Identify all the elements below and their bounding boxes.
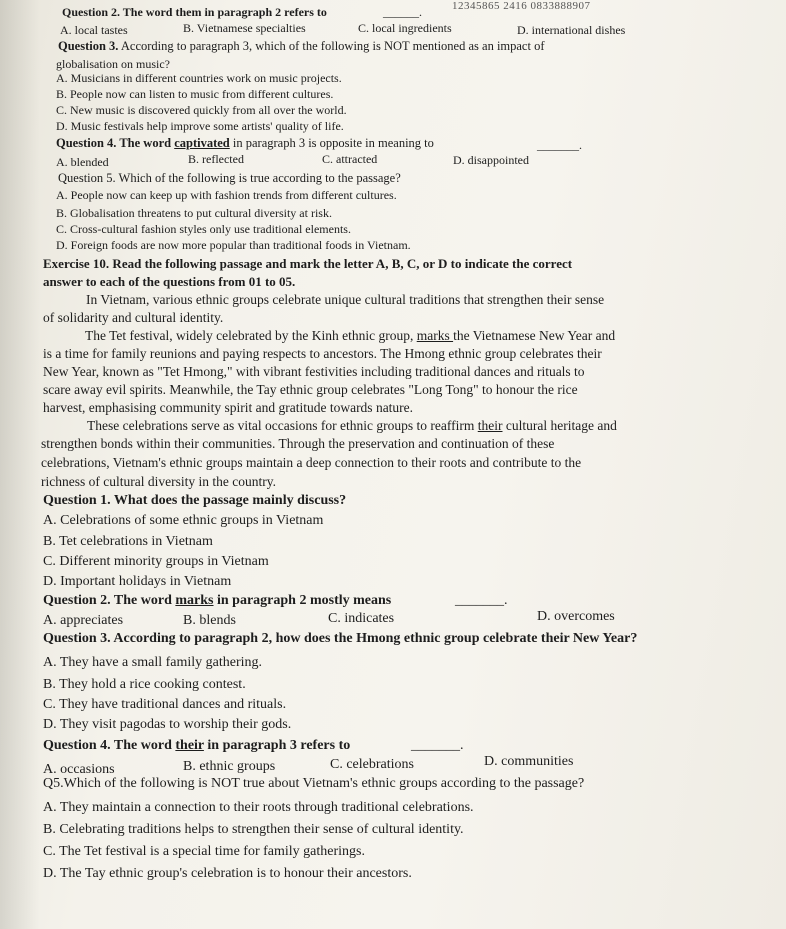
passage-p3-line4: richness of cultural diversity in the country.: [41, 474, 276, 489]
exercise-heading: Exercise 10. Read the following passage and mark the letter A, B, C, or D to indicate the correct: [43, 256, 573, 271]
prev-q3-option-a[interactable]: A. Musicians in different countries work on music projects.: [56, 71, 342, 85]
q2-stem-post: in paragraph 2 mostly means: [213, 593, 392, 608]
prev-q2-option-d[interactable]: D. international dishes: [517, 23, 626, 37]
q3-stem: Question 3. According to paragraph 2, how does the Hmong ethnic group celebrate their New Year?: [43, 631, 638, 646]
page-edge-shadow: [0, 0, 40, 929]
q5-option-b[interactable]: B. Celebrating traditions helps to strengthen their sense of cultural identity.: [43, 822, 464, 837]
q1-option-c[interactable]: C. Different minority groups in Vietnam: [43, 554, 269, 569]
passage-p2-line2: is a time for family reunions and paying respects to ancestors. The Hmong ethnic group celebrates their: [43, 346, 602, 361]
q3-option-d[interactable]: D. They visit pagodas to worship their gods.: [43, 717, 292, 732]
prev-q2-stem: Question 2. The word them in paragraph 2 refers to: [62, 5, 327, 19]
prev-q4-option-d[interactable]: D. disappointed: [453, 153, 529, 167]
q1-stem: Question 1. What does the passage mainly discuss?: [43, 493, 347, 508]
passage-p3-line2: strengthen bonds within their communities. Through the preservation and continuation of these: [41, 436, 555, 451]
passage-p2-line4: scare away evil spirits. Meanwhile, the Tay ethnic group celebrates "Long Tong" to honour the rice: [43, 382, 578, 397]
prev-q4-stem-post: in paragraph 3 is opposite in meaning to: [229, 136, 434, 150]
prev-q2-option-a[interactable]: A. local tastes: [60, 23, 128, 37]
prev-q4-option-c[interactable]: C. attracted: [322, 152, 378, 166]
q2-option-c[interactable]: C. indicates: [328, 611, 395, 626]
prev-q4-option-b[interactable]: B. reflected: [188, 152, 244, 166]
prev-q5-stem: Question 5. Which of the following is true according to the passage?: [58, 171, 401, 185]
prev-q4-stem-pre: Question 4. The word: [56, 136, 175, 150]
prev-q4-stem: [56, 137, 434, 150]
q5-option-c[interactable]: C. The Tet festival is a special time for family gatherings.: [43, 844, 365, 859]
prev-q5-option-c[interactable]: C. Cross-cultural fashion styles only use traditional elements.: [56, 222, 351, 236]
passage-p3-line1: [87, 419, 617, 433]
q2-stem: [43, 594, 391, 608]
q1-option-a[interactable]: A. Celebrations of some ethnic groups in Vietnam: [43, 513, 324, 528]
q1-option-b[interactable]: B. Tet celebrations in Vietnam: [43, 534, 213, 549]
prev-q5-option-b[interactable]: B. Globalisation threatens to put cultural diversity at risk.: [56, 206, 332, 220]
prev-q2-blank: ______.: [383, 5, 422, 19]
q3-option-a[interactable]: A. They have a small family gathering.: [43, 655, 263, 670]
q4-stem: [43, 739, 350, 753]
q2-option-d[interactable]: D. overcomes: [537, 609, 615, 624]
passage-p3-line3: celebrations, Vietnam's ethnic groups maintain a deep connection to their roots and contribute to the: [41, 455, 582, 470]
q5-stem: Q5.Which of the following is NOT true about Vietnam's ethnic groups according to the passage?: [43, 776, 585, 791]
prev-q4-word: captivated: [174, 136, 230, 150]
passage-p1-line2: of solidarity and cultural identity.: [43, 310, 224, 325]
q3-option-c[interactable]: C. They have traditional dances and rituals.: [43, 697, 287, 712]
q2-word: marks: [175, 593, 214, 608]
passage-p2-line5: harvest, emphasising community spirit and gratitude towards nature.: [43, 400, 414, 415]
prev-q2-option-b[interactable]: B. Vietnamese specialties: [183, 21, 306, 35]
q4-option-d[interactable]: D. communities: [484, 754, 574, 769]
passage-p2-line1: [85, 329, 615, 343]
q4-blank: _______.: [411, 738, 464, 753]
passage-word-their: their: [477, 418, 503, 433]
q2-option-b[interactable]: B. blends: [183, 613, 236, 628]
q4-word: their: [175, 738, 204, 753]
q1-option-d[interactable]: D. Important holidays in Vietnam: [43, 574, 232, 589]
q4-option-c[interactable]: C. celebrations: [330, 757, 414, 772]
q2-blank: _______.: [455, 593, 508, 608]
passage-p2-line3: New Year, known as "Tet Hmong," with vibrant festivities including traditional dances and rituals to: [43, 364, 585, 379]
prev-q4-blank: _______.: [537, 138, 582, 152]
q2-stem-pre: Question 2. The word: [43, 593, 176, 608]
q5-option-a[interactable]: A. They maintain a connection to their roots through traditional celebrations.: [43, 800, 474, 815]
prev-q5-option-a[interactable]: A. People now can keep up with fashion trends from different cultures.: [56, 188, 397, 202]
header-number: 12345865 2416 0833888907: [452, 0, 591, 12]
prev-q3-option-d[interactable]: D. Music festivals help improve some artists' quality of life.: [56, 119, 344, 133]
passage-p3-pre: These celebrations serve as vital occasions for ethnic groups to reaffirm: [87, 418, 478, 433]
passage-p2-post: the Vietnamese New Year and: [453, 328, 616, 343]
passage-word-marks: marks: [416, 328, 454, 343]
passage-p3-post: cultural heritage and: [502, 418, 617, 433]
passage-p1-line1: In Vietnam, various ethnic groups celebrate unique cultural traditions that strengthen their sense: [86, 292, 605, 307]
q4-stem-pre: Question 4. The word: [43, 738, 176, 753]
q4-option-a[interactable]: A. occasions: [43, 762, 115, 777]
prev-q4-option-a[interactable]: A. blended: [56, 155, 109, 169]
prev-q3-option-b[interactable]: B. People now can listen to music from different cultures.: [56, 87, 334, 101]
passage-p2-pre: The Tet festival, widely celebrated by the Kinh ethnic group,: [85, 328, 417, 343]
q4-stem-post: in paragraph 3 refers to: [203, 738, 351, 753]
prev-q3-option-c[interactable]: C. New music is discovered quickly from all over the world.: [56, 103, 347, 117]
prev-q2-option-c[interactable]: C. local ingredients: [358, 21, 452, 35]
prev-q3-stem-2: globalisation on music?: [56, 57, 170, 71]
q4-option-b[interactable]: B. ethnic groups: [183, 759, 276, 774]
prev-q5-option-d[interactable]: D. Foreign foods are now more popular than traditional foods in Vietnam.: [56, 238, 411, 252]
prev-q3-stem-text: According to paragraph 3, which of the following is NOT mentioned as an impact of: [118, 39, 545, 53]
prev-q3-stem-1: [58, 40, 545, 53]
q3-option-b[interactable]: B. They hold a rice cooking contest.: [43, 677, 246, 692]
exercise-heading-2: answer to each of the questions from 01 to 05.: [43, 274, 296, 289]
q5-option-d[interactable]: D. The Tay ethnic group's celebration is to honour their ancestors.: [43, 866, 412, 881]
prev-q3-label: Question 3.: [58, 39, 119, 53]
q2-option-a[interactable]: A. appreciates: [43, 613, 124, 628]
